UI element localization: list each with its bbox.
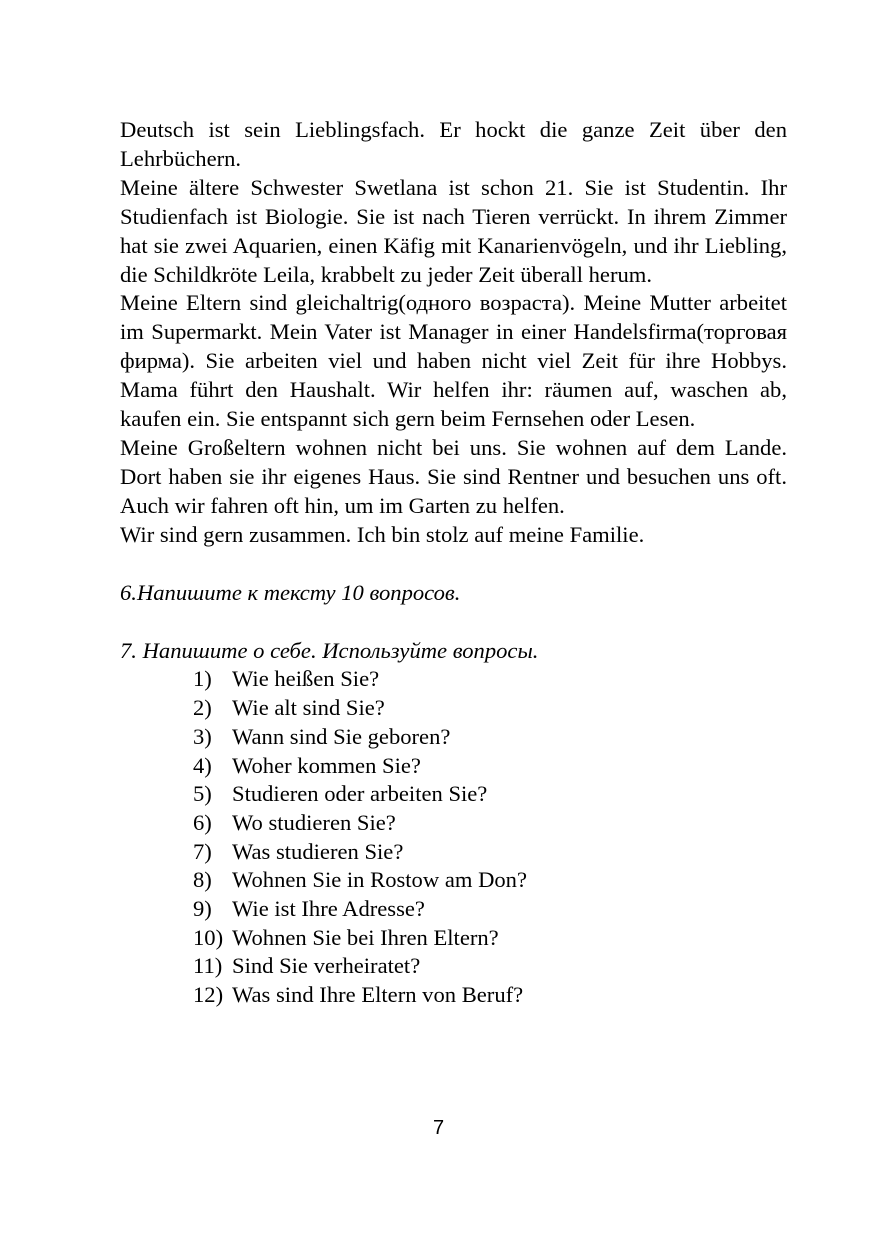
spacer [120, 550, 787, 579]
item-text: Wohnen Sie bei Ihren Eltern? [232, 924, 499, 950]
question-list [120, 665, 787, 1009]
item-text: Wann sind Sie geboren? [232, 723, 451, 749]
item-text: Wo studieren Sie? [232, 809, 396, 835]
page-body [120, 116, 787, 1010]
paragraph-eltern: Meine Eltern sind gleichaltrig(одного возраста). Meine Mutter arbeitet im Supermarkt. Mein Vater ist Manager in einer Handelsfirma(торговая фирма). Sie arbeiten viel und haben nicht viel Zeit für ihre Hobbys. Mama führt den Haushalt. Wir helfen ihr: räumen auf, waschen ab, kaufen ein. Sie entspannt sich gern beim Fernsehen oder Lesen. [120, 290, 787, 432]
item-number: 5) [193, 781, 212, 807]
list-item [193, 780, 787, 809]
list-item [193, 981, 787, 1010]
item-number: 4) [193, 752, 212, 778]
list-item [193, 665, 787, 694]
list-item [193, 952, 787, 981]
item-text: Woher kommen Sie? [232, 752, 421, 778]
item-text: Wie heißen Sie? [232, 666, 380, 692]
list-item [193, 752, 787, 781]
item-number: 9) [193, 896, 212, 922]
list-item [193, 809, 787, 838]
paragraph-grosseltern: Meine Großeltern wohnen nicht bei uns. Sie wohnen auf dem Lande. Dort haben sie ihr eigenes Haus. Sie sind Rentner und besuchen uns oft. Auch wir fahren oft hin, um im Garten zu helfen. [120, 434, 787, 518]
task-6-heading: 6.Напишите к тексту 10 вопросов. [120, 579, 461, 605]
item-number: 11) [193, 953, 223, 979]
paragraph-deutsch: Deutsch ist sein Lieblingsfach. Er hockt die ganze Zeit über den Lehrbüchern. [120, 117, 787, 171]
item-number: 10) [193, 924, 224, 950]
item-number: 8) [193, 867, 212, 893]
item-number: 1) [193, 666, 212, 692]
paragraph-schwester: Meine ältere Schwester Swetlana ist schon 21. Sie ist Studentin. Ihr Studienfach ist Biologie. Sie ist nach Tieren verrückt. In ihrem Zimmer hat sie zwei Aquarien, einen Käfig mit Kanarienvögeln, und ihr Liebling, die Schildkröte Leila, krabbelt zu jeder Zeit überall herum. [120, 174, 787, 287]
item-text: Was sind Ihre Eltern von Beruf? [232, 982, 524, 1008]
list-item [193, 924, 787, 953]
list-item [193, 838, 787, 867]
list-item [193, 866, 787, 895]
list-item [193, 895, 787, 924]
item-number: 12) [193, 982, 224, 1008]
spacer [120, 608, 787, 637]
item-text: Was studieren Sie? [232, 838, 404, 864]
page-number: 7 [432, 1117, 445, 1139]
task-7-heading: 7. Напишите о себе. Используйте вопросы. [120, 637, 539, 663]
item-text: Studieren oder arbeiten Sie? [232, 781, 488, 807]
item-number: 7) [193, 838, 212, 864]
item-text: Wie ist Ihre Adresse? [232, 896, 425, 922]
item-text: Sind Sie verheiratet? [232, 953, 421, 979]
list-item [193, 694, 787, 723]
item-text: Wie alt sind Sie? [232, 695, 385, 721]
list-item [193, 723, 787, 752]
item-number: 2) [193, 695, 212, 721]
paragraph-zusammen: Wir sind gern zusammen. Ich bin stolz auf meine Familie. [120, 521, 645, 547]
item-text: Wohnen Sie in Rostow am Don? [232, 867, 528, 893]
item-number: 3) [193, 723, 212, 749]
item-number: 6) [193, 809, 212, 835]
